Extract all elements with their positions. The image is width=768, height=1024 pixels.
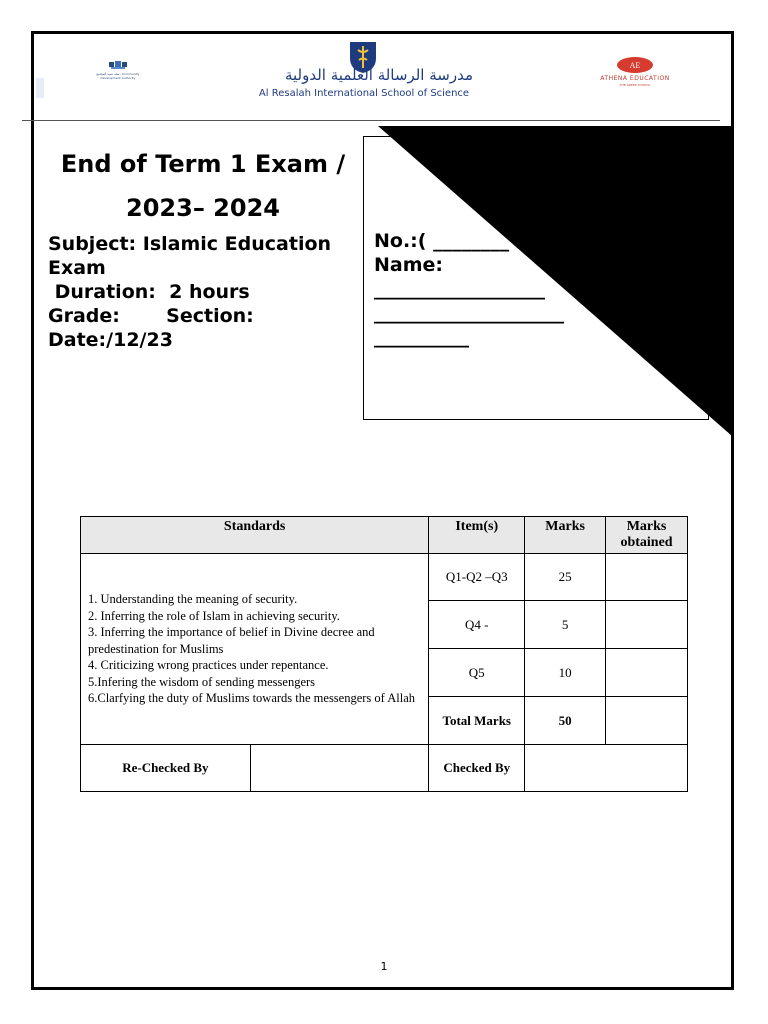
school-name-arabic: مدرسة الرسالة العلمية الدولية	[284, 66, 473, 84]
standards-table	[80, 516, 688, 792]
name-blank-3[interactable]: __________	[374, 326, 469, 348]
partner-logo-left-text: هيئة تنمية المجتمع - Community Development Authority	[96, 72, 140, 80]
exam-title-line2: 2023– 2024	[126, 194, 280, 222]
exam-title-line1: End of Term 1 Exam /	[60, 150, 346, 178]
name-blank-1[interactable]: __________________	[374, 278, 545, 300]
marks-obtained-cell[interactable]	[606, 554, 688, 601]
total-marks-label: Total Marks	[429, 697, 525, 745]
grade-section-line: Grade: Section:	[48, 305, 254, 327]
item-cell: Q4 -	[429, 601, 525, 649]
name-blank-2[interactable]: ____________________	[374, 302, 564, 324]
total-marks-value: 50	[525, 697, 606, 745]
standards-list	[81, 554, 429, 745]
student-name-label: Name:	[374, 254, 444, 276]
exam-word: Exam	[48, 257, 106, 279]
standard-item: 3. Inferring the importance of belief in Divine decree and predestination for Muslims	[88, 625, 375, 656]
marks-obtained-cell[interactable]	[606, 601, 688, 649]
partner-logo-left	[88, 60, 148, 84]
duration-line: Duration: 2 hours	[48, 281, 250, 303]
header-marks-obtained: Marks obtained	[606, 517, 688, 554]
exam-title	[48, 142, 358, 230]
checked-by-field[interactable]	[525, 745, 688, 792]
table-header-row	[81, 517, 688, 554]
table-row	[81, 554, 688, 601]
exam-info	[48, 232, 358, 352]
student-number-field[interactable]: No.:( ________	[374, 230, 510, 252]
svg-text:AE: AE	[629, 61, 641, 70]
header-marks: Marks	[525, 517, 606, 554]
header-divider	[22, 120, 720, 121]
standard-item: 1. Understanding the meaning of security.	[88, 592, 298, 607]
header-items: Item(s)	[429, 517, 525, 554]
header-standards: Standards	[81, 517, 429, 554]
athena-logo-text: ATHENA EDUCATION	[600, 75, 670, 82]
standard-item: 2. Inferring the role of Islam in achieving security.	[88, 608, 340, 623]
standard-item: 6.Clarfying the duty of Muslims towards the messengers of Allah	[88, 691, 416, 706]
standard-item: 5.Infering the wisdom of sending messengers	[88, 674, 316, 689]
item-cell: Q1-Q2 –Q3	[429, 554, 525, 601]
item-cell: Q5	[429, 649, 525, 697]
checked-by-label: Checked By	[429, 745, 525, 792]
marks-cell: 25	[525, 554, 606, 601]
faint-mark	[36, 78, 44, 98]
rechecked-by-field[interactable]	[250, 745, 429, 792]
marks-obtained-cell[interactable]	[606, 649, 688, 697]
standard-item: 4. Criticizing wrong practices under repentance.	[88, 658, 329, 673]
marks-cell: 10	[525, 649, 606, 697]
marks-cell: 5	[525, 601, 606, 649]
school-name-english: Al Resalah International School of Science	[258, 88, 470, 99]
date-line: Date:/12/23	[48, 329, 173, 351]
athena-logo-subtext: THE GREEK SCHOOL	[619, 83, 651, 87]
athena-logo-icon	[616, 56, 654, 74]
page-number: 1	[380, 960, 388, 973]
rechecked-by-label: Re-Checked By	[81, 745, 251, 792]
redaction-triangle	[378, 126, 732, 436]
cda-logo-icon	[107, 60, 129, 72]
total-obtained-cell[interactable]	[606, 697, 688, 745]
checker-row	[81, 745, 688, 792]
subject-line: Subject: Islamic Education	[48, 233, 332, 255]
partner-logo-right	[582, 56, 688, 92]
